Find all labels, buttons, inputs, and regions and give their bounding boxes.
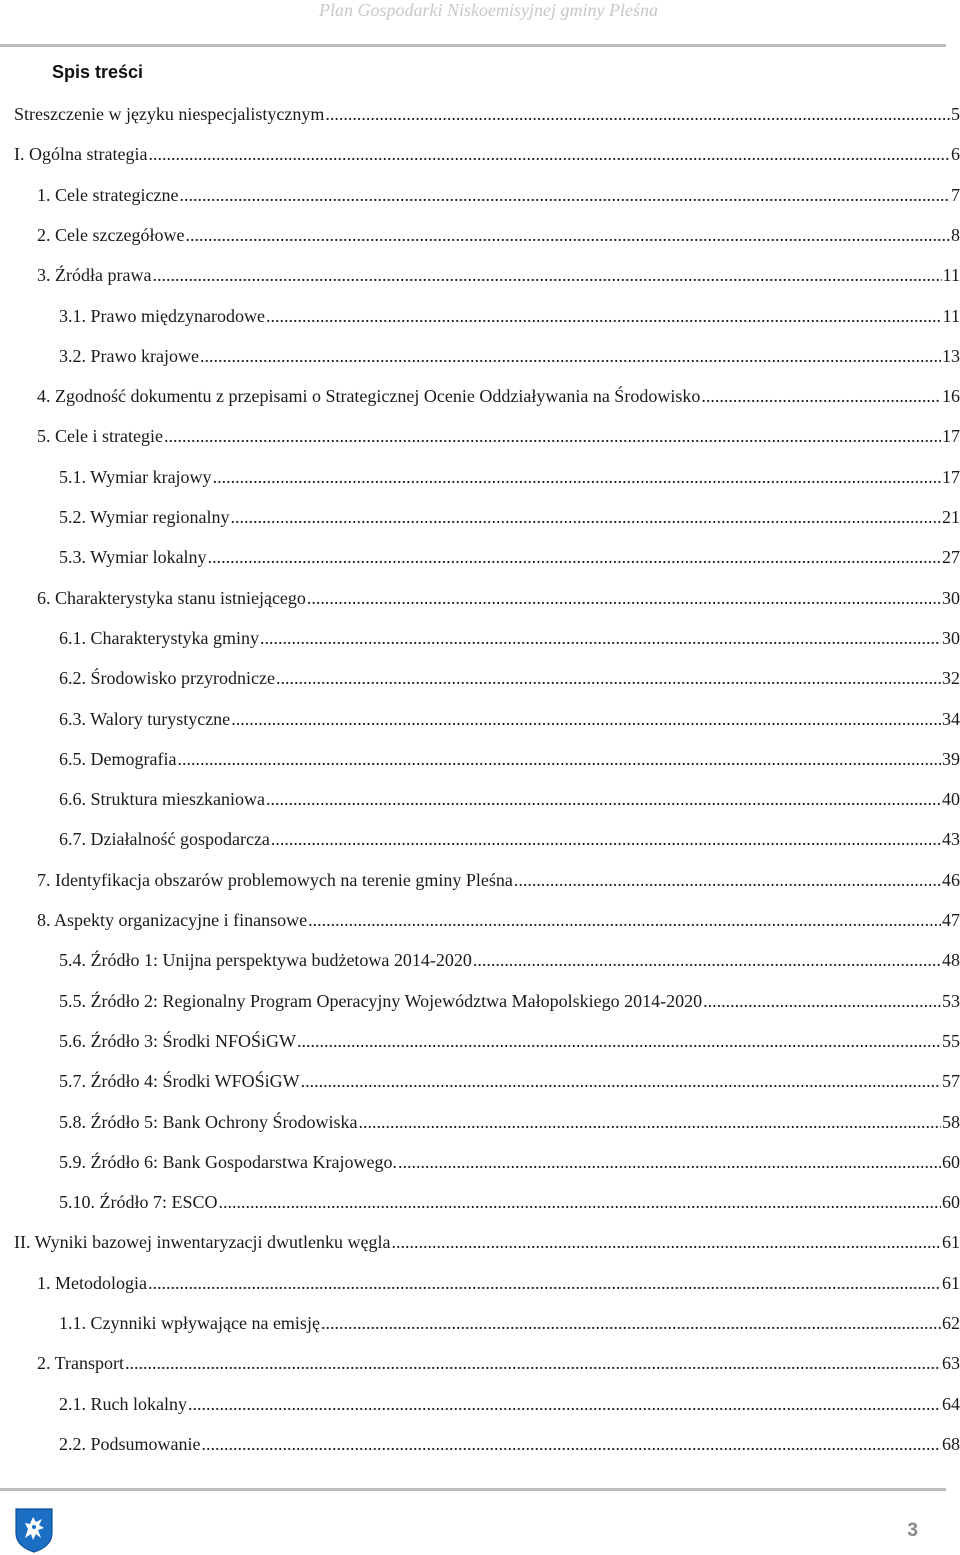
- toc-entry[interactable]: [59, 779, 960, 819]
- toc-dot-leader: [276, 658, 941, 698]
- toc-entry[interactable]: [59, 981, 960, 1021]
- toc-dot-leader: [307, 578, 941, 618]
- toc-entry-title: 2.1. Ruch lokalny: [59, 1393, 187, 1414]
- toc-dot-leader: [473, 940, 941, 980]
- toc-entry[interactable]: [59, 497, 960, 537]
- toc-entry-page-number: 61: [942, 1272, 960, 1293]
- toc-dot-leader: [325, 94, 950, 134]
- toc-entry[interactable]: [37, 255, 960, 295]
- toc-entry-title: 3.1. Prawo międzynarodowe: [59, 305, 265, 326]
- toc-dot-leader: [514, 860, 941, 900]
- toc-entry-title: 5. Cele i strategie: [37, 426, 163, 447]
- toc-entry-page-number: 30: [942, 587, 960, 608]
- toc-entry-page-number: 53: [942, 990, 960, 1011]
- toc-entry-page-number: 39: [942, 748, 960, 769]
- toc-entry[interactable]: [59, 296, 960, 336]
- toc-entry[interactable]: [37, 416, 960, 456]
- toc-entry[interactable]: [59, 1102, 960, 1142]
- toc-entry-title: 5.3. Wymiar lokalny: [59, 547, 207, 568]
- toc-entry-title: 6.5. Demografia: [59, 748, 177, 769]
- toc-entry[interactable]: [59, 1303, 960, 1343]
- toc-entry-page-number: 55: [942, 1030, 960, 1051]
- toc-entry-page-number: 57: [942, 1071, 960, 1092]
- toc-entry-title: 7. Identyfikacja obszarów problemowych na terenie gminy Pleśna: [37, 869, 513, 890]
- toc-entry[interactable]: [37, 215, 960, 255]
- toc-entry[interactable]: [14, 134, 960, 174]
- toc-entry-page-number: 46: [942, 869, 960, 890]
- toc-entry-page-number: 68: [942, 1433, 960, 1454]
- toc-entry-page-number: 27: [942, 547, 960, 568]
- toc-entry-page-number: 11: [942, 305, 960, 326]
- toc-entry[interactable]: [59, 1384, 960, 1424]
- toc-entry-page-number: 48: [942, 950, 960, 971]
- toc-entry-title: 1. Metodologia: [37, 1272, 147, 1293]
- toc-dot-leader: [266, 296, 942, 336]
- toc-entry[interactable]: [59, 1142, 960, 1182]
- toc-entry[interactable]: [59, 940, 960, 980]
- toc-entry-title: 6.2. Środowisko przyrodnicze: [59, 668, 275, 689]
- toc-entry[interactable]: [37, 900, 960, 940]
- toc-entry-page-number: 17: [942, 466, 960, 487]
- toc-dot-leader: [219, 1182, 941, 1222]
- toc-entry[interactable]: [59, 1424, 960, 1464]
- toc-entry-title: 5.8. Źródło 5: Bank Ochrony Środowiska: [59, 1111, 358, 1132]
- toc-dot-leader: [179, 175, 950, 215]
- toc-entry-page-number: 21: [942, 507, 960, 527]
- toc-heading: Spis treści: [52, 62, 144, 82]
- toc-dot-leader: [321, 1303, 941, 1343]
- toc-entry-page-number: 58: [942, 1111, 960, 1132]
- toc-entry[interactable]: [59, 819, 960, 859]
- toc-entry-title: 2. Cele szczegółowe: [37, 224, 185, 245]
- toc-entry[interactable]: [37, 376, 960, 416]
- toc-entry[interactable]: [59, 1021, 960, 1061]
- toc-entry-title: 2. Transport: [37, 1353, 125, 1374]
- toc-entry-title: 4. Zgodność dokumentu z przepisami o Strategicznej Ocenie Oddziaływania na Środowisko: [37, 386, 701, 407]
- toc-dot-leader: [391, 1222, 941, 1262]
- toc-entry-title: 3.2. Prawo krajowe: [59, 345, 199, 366]
- toc-dot-leader: [703, 981, 941, 1021]
- toc-entry-title: 5.4. Źródło 1: Unijna perspektywa budżetowa 2014-2020: [59, 950, 472, 971]
- toc-entry-page-number: 63: [942, 1353, 960, 1374]
- toc-entry[interactable]: [59, 699, 960, 739]
- toc-dot-leader: [208, 537, 941, 577]
- document-running-title: Plan Gospodarki Niskoemisyjnej gminy Pleśna: [319, 0, 658, 20]
- toc-entry-page-number: 32: [942, 668, 960, 689]
- toc-entry[interactable]: [37, 175, 960, 215]
- toc-dot-leader: [297, 1021, 941, 1061]
- coat-of-arms-griffin-icon: [14, 1507, 54, 1553]
- toc-entry[interactable]: [14, 1222, 960, 1262]
- toc-entry-title: 6.3. Walory turystyczne: [59, 708, 231, 729]
- toc-dot-leader: [202, 1424, 942, 1464]
- toc-entry[interactable]: [37, 578, 960, 618]
- toc-entry-title: 6.1. Charakterystyka gminy: [59, 627, 259, 648]
- footer-divider: [0, 1488, 946, 1491]
- toc-dot-leader: [231, 497, 941, 537]
- toc-dot-leader: [185, 215, 950, 255]
- toc-entry[interactable]: [59, 537, 960, 577]
- toc-dot-leader: [701, 376, 941, 416]
- toc-entry-title: II. Wyniki bazowej inwentaryzacji dwutlenku węgla: [14, 1232, 391, 1253]
- toc-entry[interactable]: [59, 1061, 960, 1101]
- toc-dot-leader: [177, 739, 941, 779]
- toc-dot-leader: [358, 1102, 941, 1142]
- toc-entry-title: 8. Aspekty organizacyjne i finansowe: [37, 910, 308, 930]
- toc-entry-title: 5.5. Źródło 2: Regionalny Program Operacyjny Województwa Małopolskiego 2014-2020: [59, 990, 703, 1011]
- toc-entry-page-number: 60: [942, 1192, 960, 1213]
- toc-entry-title: 1.1. Czynniki wpływające na emisję: [59, 1313, 320, 1333]
- toc-entry-page-number: 34: [942, 708, 960, 729]
- toc-entry-page-number: 61: [942, 1232, 960, 1253]
- toc-entry-title: Streszczenie w języku niespecjalistycznym: [14, 104, 325, 124]
- toc-entry-page-number: 11: [942, 265, 960, 286]
- toc-entry[interactable]: [59, 1182, 960, 1222]
- toc-entry-title: 5.9. Źródło 6: Bank Gospodarstwa Krajowego.: [59, 1151, 397, 1172]
- toc-entry-page-number: 47: [942, 910, 960, 930]
- toc-entry-title: I. Ogólna strategia: [14, 144, 148, 165]
- toc-dot-leader: [148, 134, 950, 174]
- toc-entry[interactable]: [37, 1343, 960, 1383]
- toc-dot-leader: [213, 457, 941, 497]
- toc-entry[interactable]: [59, 618, 960, 658]
- toc-entry-page-number: 8: [951, 224, 960, 245]
- toc-entry-title: 3. Źródła prawa: [37, 265, 152, 286]
- toc-entry-title: 5.1. Wymiar krajowy: [59, 466, 212, 487]
- toc-dot-leader: [260, 618, 941, 658]
- toc-dot-leader: [148, 1263, 941, 1303]
- toc-dot-leader: [301, 1061, 941, 1101]
- toc-entry-title: 5.2. Wymiar regionalny: [59, 507, 230, 527]
- toc-dot-leader: [200, 336, 941, 376]
- toc-dot-leader: [398, 1142, 941, 1182]
- toc-entry-page-number: 43: [942, 829, 960, 850]
- toc-entry-page-number: 17: [942, 426, 960, 447]
- toc-entry-title: 2.2. Podsumowanie: [59, 1433, 201, 1454]
- toc-entry-page-number: 64: [942, 1393, 960, 1414]
- toc-dot-leader: [271, 819, 941, 859]
- toc-entry[interactable]: [59, 457, 960, 497]
- toc-entry-page-number: 5: [951, 104, 960, 124]
- toc-dot-leader: [152, 255, 941, 295]
- toc-dot-leader: [164, 416, 941, 456]
- header-divider: [0, 44, 946, 47]
- toc-entry-title: 6.7. Działalność gospodarcza: [59, 829, 270, 850]
- toc-dot-leader: [308, 900, 941, 940]
- toc-entry-page-number: 40: [942, 789, 960, 810]
- toc-entry[interactable]: [59, 336, 960, 376]
- page-number: 3: [907, 1520, 918, 1541]
- toc-entry[interactable]: [37, 1263, 960, 1303]
- toc-entry-page-number: 60: [942, 1151, 960, 1172]
- toc-entry-page-number: 7: [951, 184, 960, 205]
- toc-entry-title: 1. Cele strategiczne: [37, 184, 179, 205]
- toc-dot-leader: [231, 699, 941, 739]
- toc-dot-leader: [266, 779, 941, 819]
- toc-entry-page-number: 13: [942, 345, 960, 366]
- toc-entry[interactable]: [59, 739, 960, 779]
- toc-entry-page-number: 16: [942, 386, 960, 407]
- toc-entry-title: 5.6. Źródło 3: Środki NFOŚiGW: [59, 1030, 297, 1051]
- toc-entry[interactable]: [14, 94, 960, 134]
- toc-entry-page-number: 6: [951, 144, 960, 165]
- toc-entry[interactable]: [37, 860, 960, 900]
- toc-dot-leader: [125, 1343, 941, 1383]
- toc-entry-title: 5.10. Źródło 7: ESCO: [59, 1192, 218, 1213]
- toc-entry-title: 5.7. Źródło 4: Środki WFOŚiGW: [59, 1071, 300, 1092]
- toc-entry-page-number: 30: [942, 627, 960, 648]
- toc-entry-title: 6.6. Struktura mieszkaniowa: [59, 789, 265, 810]
- toc-entry-title: 6. Charakterystyka stanu istniejącego: [37, 587, 306, 608]
- toc-entry[interactable]: [59, 658, 960, 698]
- toc-entry-page-number: 62: [942, 1313, 960, 1333]
- toc-dot-leader: [188, 1384, 941, 1424]
